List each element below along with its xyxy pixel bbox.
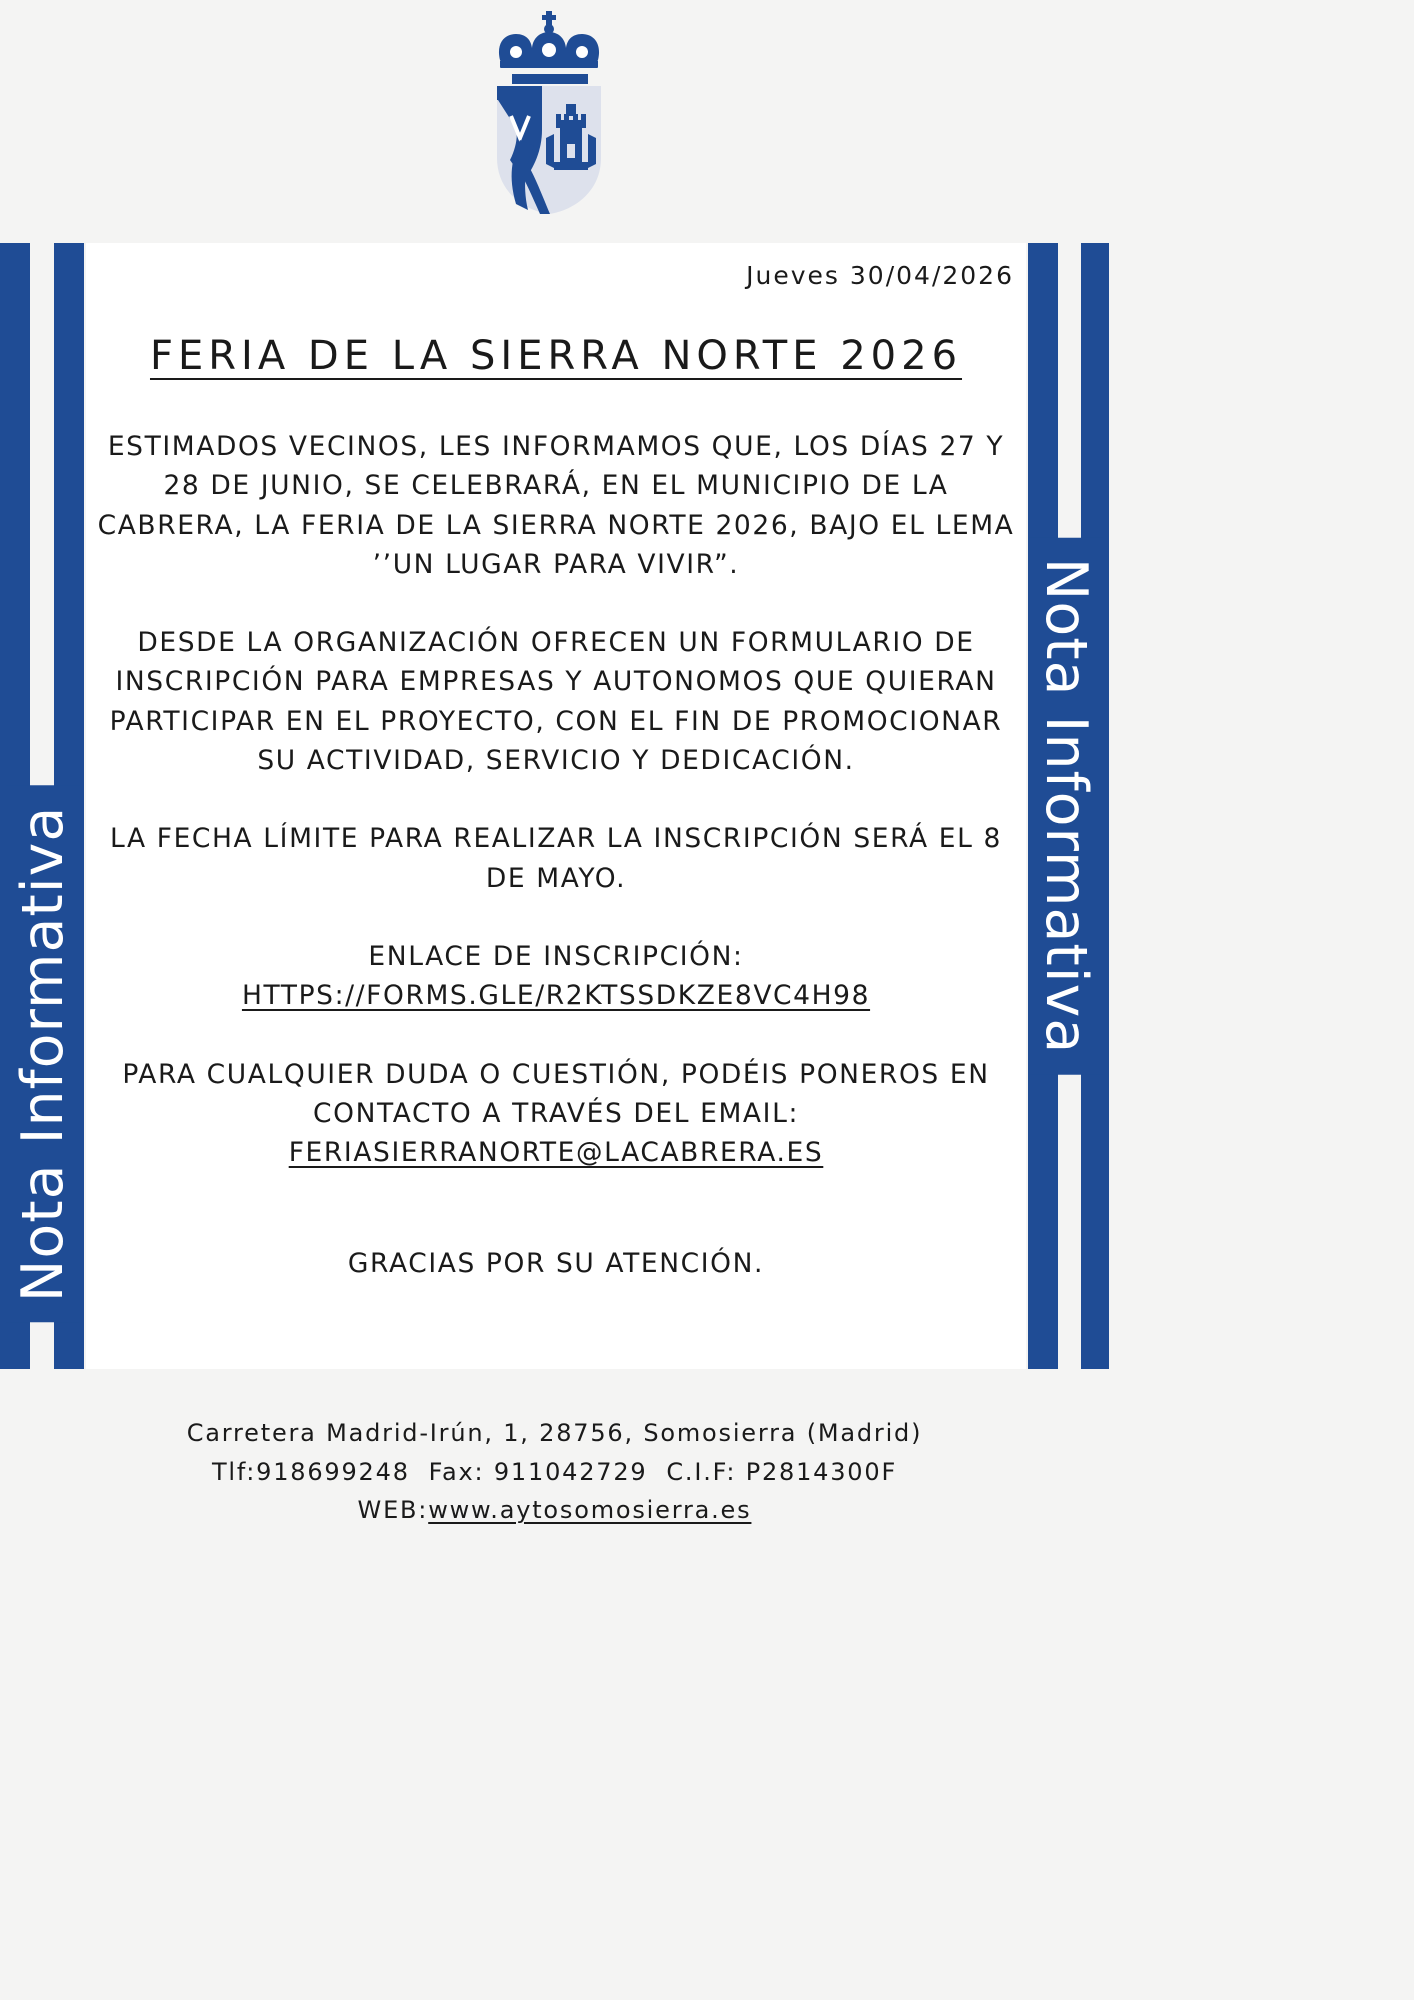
- organization-paragraph: DESDE LA ORGANIZACIÓN OFRECEN UN FORMULARIO DE INSCRIPCIÓN PARA EMPRESAS Y AUTONOMOS QUE QUIERAN PARTICIPAR EN EL PROYECTO, CON EL FIN DE PROMOCIONAR SU ACTIVIDAD, SERVICIO Y DEDICACIÓN.: [109, 627, 1003, 777]
- footer-web-link[interactable]: www.aytosomosierra.es: [428, 1496, 752, 1524]
- contact-paragraph: [86, 1055, 1026, 1173]
- left-decorative-band: [0, 243, 86, 1369]
- link-paragraph: [86, 937, 1026, 1016]
- crown-icon: [499, 11, 599, 68]
- footer-address: Carretera Madrid-Irún, 1, 28756, Somosierra (Madrid): [186, 1419, 923, 1447]
- notice-sheet: [86, 243, 1026, 1369]
- coat-of-arms-icon: [494, 8, 604, 216]
- thanks-text: GRACIAS POR SU ATENCIÓN.: [347, 1248, 765, 1279]
- notice-title: [86, 333, 1026, 379]
- right-decorative-band: [1026, 243, 1109, 1369]
- side-label-left: Nota Informativa: [6, 786, 80, 1323]
- contact-email-link[interactable]: FERIASIERRANORTE@LACABRERA.ES: [288, 1137, 824, 1169]
- footer-phones: Tlf:918699248 Fax: 911042729 C.I.F: P2814300F: [211, 1457, 898, 1486]
- intro-paragraph: ESTIMADOS VECINOS, LES INFORMAMOS QUE, LOS DÍAS 27 Y 28 DE JUNIO, SE CELEBRARÁ, EN EL MUNICIPIO DE LA CABRERA, LA FERIA DE LA SIERRA NORTE 2026, BAJO EL LEMA ’’UN LUGAR PARA VIVIR”.: [97, 431, 1015, 580]
- footer: [0, 1414, 1109, 1530]
- notice-body: [86, 427, 1026, 1211]
- registration-link[interactable]: HTTPS://FORMS.GLE/R2KTSSDKZE8VC4H98: [241, 980, 871, 1012]
- contact-text: PARA CUALQUIER DUDA O CUESTIÓN, PODÉIS PONEROS EN CONTACTO A TRAVÉS DEL EMAIL:: [122, 1058, 990, 1129]
- footer-web-label: WEB:: [357, 1496, 429, 1524]
- footer-web: [0, 1491, 1109, 1530]
- deadline-paragraph: LA FECHA LÍMITE PARA REALIZAR LA INSCRIPCIÓN SERÁ EL 8 DE MAYO.: [110, 823, 1002, 894]
- notice-title-text: FERIA DE LA SIERRA NORTE 2026: [149, 333, 963, 379]
- side-label-right: Nota Informativa: [1029, 538, 1103, 1075]
- link-label: ENLACE DE INSCRIPCIÓN:: [368, 940, 744, 972]
- notice-date: Jueves 30/04/2026: [746, 261, 1014, 290]
